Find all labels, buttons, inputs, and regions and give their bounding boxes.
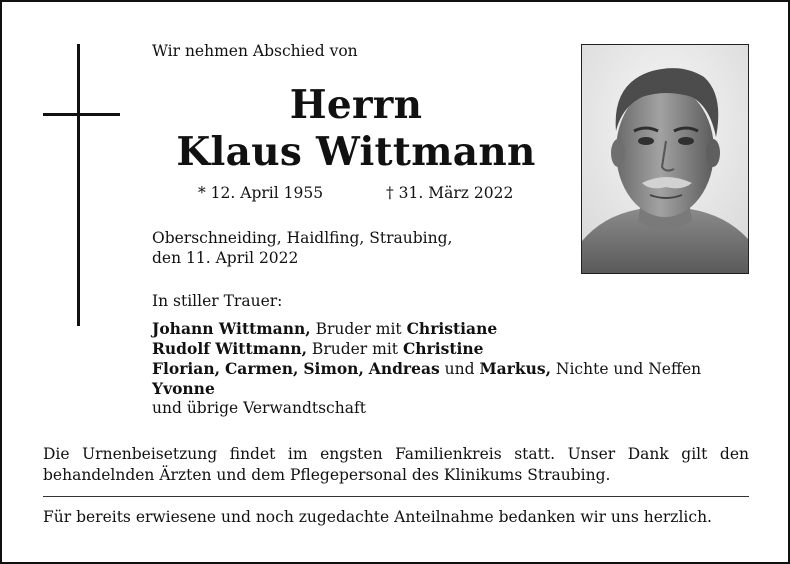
conjunction: und bbox=[439, 360, 480, 378]
burial-note: Die Urnenbeisetzung findet im engsten Familienkreis statt. Unser Dank gilt den behandelnden Ärzten und dem Pflegepersonal des Klinikums Straubing. bbox=[43, 445, 749, 484]
family-line bbox=[152, 339, 701, 359]
family-name: Florian, bbox=[152, 359, 220, 378]
family-relation: Nichte und Neffen bbox=[550, 360, 702, 378]
family-relation: Bruder mit bbox=[310, 320, 407, 338]
family-relation: Bruder mit bbox=[307, 340, 403, 358]
portrait-image bbox=[582, 45, 748, 273]
family-line bbox=[152, 319, 701, 339]
cross-vertical-bar bbox=[77, 44, 80, 326]
intro-text: Wir nehmen Abschied von bbox=[152, 42, 358, 60]
family-line bbox=[152, 379, 701, 399]
family-partner: Christine bbox=[402, 339, 484, 358]
family-name: Carmen, bbox=[224, 359, 299, 378]
place-line: Oberschneiding, Haidlfing, Straubing, bbox=[152, 229, 453, 247]
death-date: † 31. März 2022 bbox=[386, 184, 514, 202]
deceased-name: Klaus Wittmann bbox=[176, 129, 536, 175]
place-and-date bbox=[152, 228, 452, 268]
cross-horizontal-bar bbox=[43, 113, 120, 116]
title-salutation: Herrn bbox=[289, 82, 423, 128]
thanks-note: Für bereits erwiesene und noch zugedachte Anteilnahme bedanken wir uns herzlich. bbox=[43, 508, 712, 526]
notice-date: den 11. April 2022 bbox=[152, 249, 299, 267]
family-name: Yvonne bbox=[152, 379, 215, 398]
birth-date: * 12. April 1955 bbox=[198, 184, 324, 202]
family-name: Johann Wittmann, bbox=[152, 319, 311, 338]
family-name: Markus, bbox=[479, 359, 551, 378]
family-list bbox=[152, 319, 701, 418]
divider bbox=[43, 496, 749, 497]
family-line-nieces bbox=[152, 359, 701, 379]
portrait-photo bbox=[581, 44, 749, 274]
family-partner: Christiane bbox=[406, 319, 498, 338]
relatives-line: und übrige Verwandtschaft bbox=[152, 399, 366, 417]
mourning-label: In stiller Trauer: bbox=[152, 292, 283, 310]
family-name: Rudolf Wittmann, bbox=[152, 339, 307, 358]
family-name: Andreas bbox=[368, 359, 440, 378]
family-name: Simon, bbox=[303, 359, 364, 378]
